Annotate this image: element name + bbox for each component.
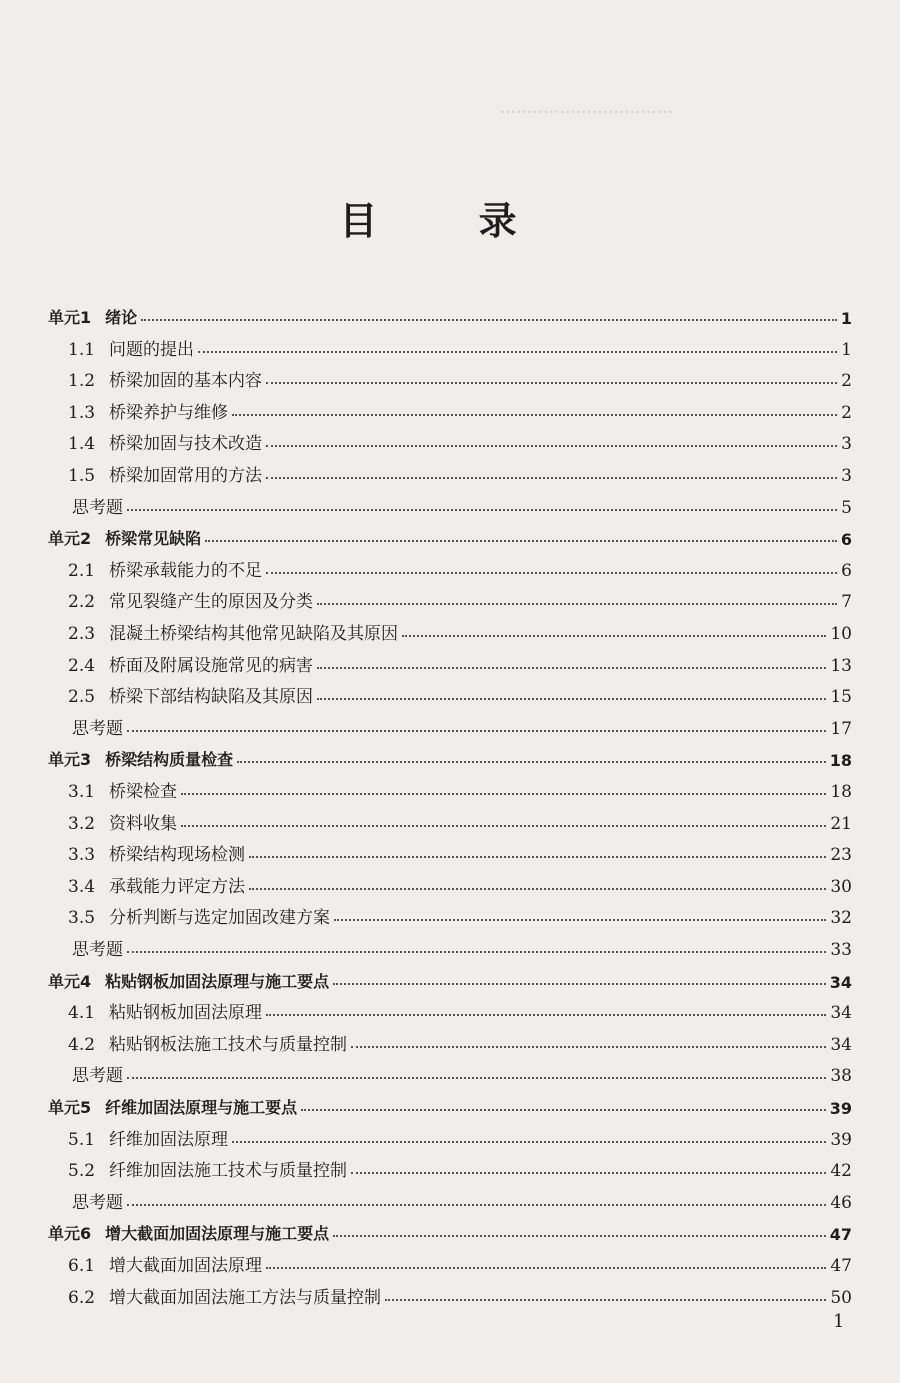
toc-section-entry[interactable] bbox=[68, 424, 852, 454]
toc-entry-page: 30 bbox=[830, 876, 852, 897]
toc-entry-label bbox=[72, 1061, 123, 1086]
dot-leader bbox=[232, 1141, 826, 1143]
toc-entry-page: 18 bbox=[829, 751, 852, 771]
toc-section-entry[interactable] bbox=[68, 1120, 852, 1150]
dot-leader bbox=[127, 1077, 826, 1079]
toc-entry-page: 6 bbox=[840, 530, 852, 550]
bleed-through-text: ................................ bbox=[500, 98, 673, 118]
toc-section-entry[interactable] bbox=[68, 993, 852, 1023]
toc-entry-label bbox=[72, 1188, 123, 1213]
toc-entry-page: 46 bbox=[830, 1192, 852, 1213]
toc-unit-entry[interactable] bbox=[48, 740, 852, 770]
toc-entry-number: 3.4 bbox=[68, 876, 96, 897]
toc-entry-number: 6.1 bbox=[68, 1256, 96, 1276]
dot-leader bbox=[198, 351, 837, 353]
toc-entry-label bbox=[68, 872, 245, 897]
toc-questions-entry[interactable] bbox=[72, 930, 852, 960]
toc-entry-label bbox=[68, 1251, 262, 1276]
toc-entry-title: 增大截面加固法施工方法与质量控制 bbox=[109, 1287, 382, 1308]
dot-leader bbox=[317, 698, 826, 700]
toc-entry-page: 39 bbox=[830, 1129, 852, 1150]
toc-section-entry[interactable] bbox=[68, 330, 852, 360]
toc-section-entry[interactable] bbox=[68, 646, 852, 676]
toc-entry-page: 3 bbox=[841, 466, 852, 486]
toc-questions-entry[interactable] bbox=[72, 1056, 852, 1086]
toc-entry-label bbox=[68, 1283, 381, 1308]
dot-leader bbox=[301, 1109, 826, 1111]
toc-unit-entry[interactable] bbox=[48, 962, 852, 992]
toc-entry-page: 10 bbox=[830, 624, 852, 644]
toc-section-entry[interactable] bbox=[68, 582, 852, 612]
toc-section-entry[interactable] bbox=[68, 804, 852, 834]
page-title: 目 录 bbox=[339, 199, 561, 243]
toc-entry-label bbox=[68, 777, 177, 802]
toc-entry-number: 单元2 bbox=[48, 529, 92, 549]
toc-entry-title: 桥梁结构质量检查 bbox=[105, 750, 234, 770]
dot-leader bbox=[181, 825, 826, 827]
dot-leader bbox=[127, 1204, 826, 1206]
toc-entry-label bbox=[68, 587, 313, 612]
toc-entry-page: 5 bbox=[841, 497, 852, 518]
toc-entry-page: 3 bbox=[841, 434, 852, 455]
toc-entry-label bbox=[68, 1030, 347, 1055]
toc-entry-title: 桥梁承载能力的不足 bbox=[109, 560, 263, 581]
toc-entry-number: 1.5 bbox=[68, 466, 96, 486]
toc-entry-label bbox=[68, 903, 330, 928]
dot-leader bbox=[334, 919, 826, 921]
toc-entry-number: 1.4 bbox=[68, 434, 96, 455]
toc-entry-label bbox=[48, 969, 329, 992]
toc-entry-label bbox=[68, 682, 313, 707]
toc-section-entry[interactable] bbox=[68, 1151, 852, 1181]
toc-entry-number: 3.3 bbox=[68, 845, 96, 866]
toc-section-entry[interactable] bbox=[68, 835, 852, 865]
toc-section-entry[interactable] bbox=[68, 772, 852, 802]
toc-entry-number: 3.5 bbox=[68, 908, 96, 929]
toc-entry-label bbox=[68, 619, 398, 644]
toc-entry-page: 1 bbox=[840, 309, 852, 328]
toc-entry-label bbox=[68, 335, 194, 360]
toc-section-entry[interactable] bbox=[68, 551, 852, 581]
toc-entry-title: 桥梁加固常用的方法 bbox=[109, 466, 263, 486]
dot-leader bbox=[181, 793, 826, 795]
toc-entry-page: 38 bbox=[830, 1066, 852, 1087]
toc-entry-title: 资料收集 bbox=[109, 813, 178, 834]
toc-entry-label bbox=[48, 747, 233, 770]
toc-entry-title: 桥梁常见缺陷 bbox=[105, 529, 202, 549]
toc-entry-page: 21 bbox=[830, 813, 852, 834]
toc-entry-title: 承载能力评定方法 bbox=[109, 876, 246, 897]
dot-leader bbox=[266, 382, 837, 384]
toc-entry-label bbox=[68, 809, 177, 834]
toc-entry-title: 增大截面加固法原理与施工要点 bbox=[105, 1224, 330, 1244]
toc-entry-page: 47 bbox=[830, 1256, 852, 1276]
dot-leader bbox=[402, 635, 826, 637]
toc-section-entry[interactable] bbox=[68, 1246, 852, 1276]
toc-entry-title: 思考题 bbox=[72, 940, 123, 960]
toc-section-entry[interactable] bbox=[68, 867, 852, 897]
toc-questions-entry[interactable] bbox=[72, 488, 852, 518]
toc-entry-title: 粘贴钢板加固法原理与施工要点 bbox=[105, 971, 330, 991]
dot-leader bbox=[127, 730, 826, 732]
toc-entry-label bbox=[48, 1095, 297, 1118]
toc-entry-label bbox=[68, 556, 262, 581]
toc-entry-page: 18 bbox=[830, 782, 852, 802]
toc-entry-page: 17 bbox=[830, 718, 852, 739]
toc-entry-number: 单元3 bbox=[48, 750, 92, 770]
toc-entry-title: 粘贴钢板法施工技术与质量控制 bbox=[109, 1034, 348, 1055]
dot-leader bbox=[237, 761, 826, 763]
toc-entry-label bbox=[48, 1221, 329, 1244]
toc-entry-label bbox=[72, 935, 123, 960]
dot-leader bbox=[333, 983, 826, 985]
toc-section-entry[interactable] bbox=[68, 1278, 852, 1308]
toc-entry-number: 2.4 bbox=[68, 655, 96, 676]
dot-leader bbox=[385, 1299, 826, 1301]
dot-leader bbox=[266, 572, 837, 574]
toc-entry-page: 13 bbox=[830, 655, 852, 676]
toc-entry-title: 思考题 bbox=[72, 1192, 123, 1213]
toc-entry-title: 桥梁加固与技术改造 bbox=[109, 434, 263, 455]
toc-entry-title: 桥面及附属设施常见的病害 bbox=[109, 655, 314, 676]
toc-entry-number: 4.2 bbox=[68, 1034, 96, 1055]
toc-entry-number: 2.5 bbox=[68, 687, 96, 708]
toc-entry-page: 23 bbox=[830, 845, 852, 866]
toc-unit-entry[interactable] bbox=[48, 1214, 852, 1244]
toc-entry-number: 单元1 bbox=[48, 308, 92, 327]
toc-entry-page: 2 bbox=[841, 402, 852, 423]
dot-leader bbox=[249, 856, 826, 858]
toc-entry-title: 思考题 bbox=[72, 718, 123, 739]
dot-leader bbox=[351, 1172, 826, 1174]
toc-entry-title: 问题的提出 bbox=[109, 339, 195, 360]
toc-questions-entry[interactable] bbox=[72, 1183, 852, 1213]
toc-entry-number: 2.2 bbox=[68, 592, 96, 613]
toc-section-entry[interactable] bbox=[68, 677, 852, 707]
toc-section-entry[interactable] bbox=[68, 456, 852, 486]
toc-entry-page: 2 bbox=[841, 371, 852, 392]
dot-leader bbox=[317, 667, 826, 669]
toc-entry-label bbox=[48, 526, 201, 549]
dot-leader bbox=[266, 445, 837, 447]
toc-entry-label bbox=[68, 461, 262, 486]
dot-leader bbox=[266, 1014, 826, 1016]
toc-entry-title: 增大截面加固法原理 bbox=[109, 1256, 263, 1276]
toc-entry-page: 42 bbox=[830, 1161, 852, 1182]
toc-entry-label bbox=[68, 429, 262, 454]
toc-entry-page: 50 bbox=[830, 1287, 852, 1308]
toc-entry-page: 34 bbox=[830, 1003, 852, 1024]
toc-entry-page: 1 bbox=[841, 339, 852, 360]
dot-leader bbox=[127, 509, 837, 511]
toc-entry-label bbox=[68, 366, 262, 391]
toc-entry-title: 混凝土桥梁结构其他常见缺陷及其原因 bbox=[109, 624, 399, 644]
toc-entry-label bbox=[48, 305, 137, 328]
toc-entry-page: 34 bbox=[829, 972, 852, 992]
toc-entry-label bbox=[72, 493, 123, 518]
page-number: 1 bbox=[833, 1311, 845, 1332]
toc-entry-number: 单元6 bbox=[48, 1224, 92, 1244]
toc-entry-page: 6 bbox=[841, 560, 852, 581]
toc-entry-label bbox=[68, 840, 245, 865]
toc-entry-number: 4.1 bbox=[68, 1003, 96, 1024]
toc-entry-page: 7 bbox=[841, 592, 852, 613]
toc-entry-number: 1.3 bbox=[68, 402, 96, 423]
toc-unit-entry[interactable] bbox=[48, 519, 852, 549]
toc-questions-entry[interactable] bbox=[72, 709, 852, 739]
dot-leader bbox=[205, 540, 837, 542]
toc-entry-number: 2.1 bbox=[68, 560, 96, 581]
toc-entry-number: 1.1 bbox=[68, 339, 96, 360]
dot-leader bbox=[333, 1235, 826, 1237]
dot-leader bbox=[266, 1267, 826, 1269]
toc-entry-number: 3.1 bbox=[68, 782, 96, 802]
toc-entry-label bbox=[68, 1125, 228, 1150]
toc-entry-page: 47 bbox=[829, 1225, 852, 1245]
toc-entry-title: 分析判断与选定加固改建方案 bbox=[109, 908, 331, 929]
toc-entry-page: 33 bbox=[830, 940, 852, 960]
dot-leader bbox=[232, 414, 837, 416]
toc-entry-title: 思考题 bbox=[72, 1066, 123, 1087]
toc-entry-number: 2.3 bbox=[68, 624, 96, 644]
toc-entry-title: 桥梁养护与维修 bbox=[109, 402, 229, 423]
toc-entry-number: 5.2 bbox=[68, 1161, 96, 1182]
toc-entry-title: 纤维加固法原理 bbox=[109, 1129, 229, 1150]
toc-entry-page: 34 bbox=[830, 1034, 852, 1055]
dot-leader bbox=[266, 477, 837, 479]
toc-entry-number: 6.2 bbox=[68, 1287, 96, 1308]
toc-entry-title: 粘贴钢板加固法原理 bbox=[109, 1003, 263, 1024]
toc-entry-number: 单元4 bbox=[48, 971, 92, 991]
dot-leader bbox=[127, 951, 826, 953]
dot-leader bbox=[351, 1046, 826, 1048]
toc-entry-title: 常见裂缝产生的原因及分类 bbox=[109, 592, 314, 613]
toc-section-entry[interactable] bbox=[68, 393, 852, 423]
toc-unit-entry[interactable] bbox=[48, 298, 852, 328]
toc-entry-title: 桥梁检查 bbox=[109, 782, 178, 802]
dot-leader bbox=[249, 888, 826, 890]
toc-entry-number: 1.2 bbox=[68, 371, 96, 392]
toc-entry-label bbox=[72, 714, 123, 739]
toc-entry-title: 桥梁加固的基本内容 bbox=[109, 371, 263, 392]
toc-unit-entry[interactable] bbox=[48, 1088, 852, 1118]
toc-entry-number: 3.2 bbox=[68, 813, 96, 834]
toc-entry-title: 桥梁下部结构缺陷及其原因 bbox=[109, 687, 314, 708]
toc-entry-title: 桥梁结构现场检测 bbox=[109, 845, 246, 866]
toc-entry-number: 单元5 bbox=[48, 1098, 92, 1117]
toc-section-entry[interactable] bbox=[68, 1025, 852, 1055]
toc-section-entry[interactable] bbox=[68, 614, 852, 644]
toc-entry-title: 纤维加固法原理与施工要点 bbox=[105, 1098, 298, 1117]
toc-entry-label bbox=[68, 398, 228, 423]
toc-entry-title: 纤维加固法施工技术与质量控制 bbox=[109, 1161, 348, 1182]
dot-leader bbox=[317, 603, 837, 605]
toc-entry-label bbox=[68, 998, 262, 1023]
toc-entry-page: 32 bbox=[830, 908, 852, 929]
toc-entry-page: 15 bbox=[830, 687, 852, 708]
toc-section-entry[interactable] bbox=[68, 898, 852, 928]
toc-entry-label bbox=[68, 651, 313, 676]
toc-entry-title: 思考题 bbox=[72, 497, 123, 518]
toc-entry-number: 5.1 bbox=[68, 1129, 96, 1150]
toc-entry-label bbox=[68, 1156, 347, 1181]
toc-entry-title: 绪论 bbox=[105, 308, 138, 327]
dot-leader bbox=[141, 319, 837, 321]
toc-entry-page: 39 bbox=[829, 1099, 852, 1118]
toc-section-entry[interactable] bbox=[68, 361, 852, 391]
